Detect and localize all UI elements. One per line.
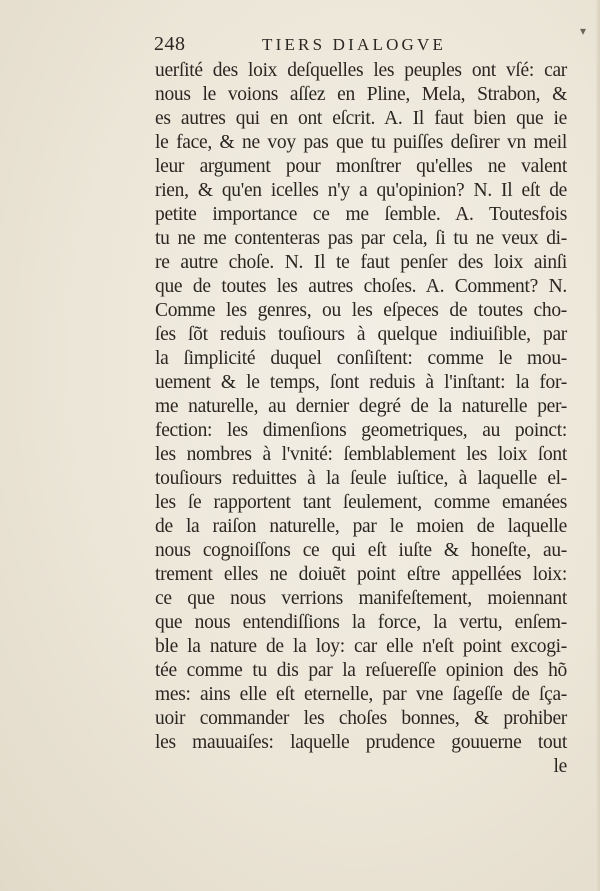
text-line: ſes ſõt reduis touſiours à quelque indiuiſible, par (155, 324, 567, 345)
text-line: ble la nature de la loy: car elle n'eſt point excogi- (155, 636, 567, 657)
text-line: les nombres à l'vnité: ſemblablement les loix ſont (155, 444, 567, 465)
page-edge (596, 0, 600, 891)
text-line: ce que nous verrions manifeſtement, moiennant (155, 588, 567, 609)
running-title: TIERS DIALOGVE (262, 35, 447, 54)
text-line: leur argument pour monſtrer qu'elles ne valent (155, 156, 567, 177)
text-line: tée comme tu dis par la reſuereſſe opinion des hõ (155, 660, 567, 681)
text-line: trement elles ne doiuẽt point eſtre appellées loix: (155, 564, 567, 585)
text-line: de la raiſon naturelle, par le moien de laquelle (155, 516, 567, 537)
text-line: Comme les genres, ou les eſpeces de toutes cho- (155, 300, 567, 321)
catchword: le (553, 756, 567, 777)
text-line: les ſe rapportent tant ſeulement, comme emanées (155, 492, 567, 513)
text-line: que de toutes les autres choſes. A. Comment? N. (155, 276, 567, 297)
text-line: uement & le temps, ſont reduis à l'inſtant: la for- (155, 372, 567, 393)
text-line: le face, & ne voy pas que tu puiſſes deſirer vn meil (155, 132, 567, 153)
text-line: mes: ains elle eſt eternelle, par vne ſageſſe de ſça- (155, 684, 567, 705)
text-line: la ſimplicité duquel conſiſtent: comme le mou- (155, 348, 567, 369)
text-line: fection: les dimenſions geometriques, au poinct: (155, 420, 567, 441)
text-line: uoir commander les choſes bonnes, & prohiber (155, 708, 567, 729)
text-line: les mauuaiſes: laquelle prudence gouuerne tout (155, 732, 567, 753)
page-header (154, 33, 574, 55)
text-line: rien, & qu'en icelles n'y a qu'opinion? N. Il eſt de (155, 180, 567, 201)
corner-mark: ▾ (579, 24, 586, 38)
text-line: nous cognoiſſons ce qui eſt iuſte & honeſte, au- (155, 540, 567, 561)
text-line: touſiours reduittes à la ſeule iuſtice, à laquelle el- (155, 468, 567, 489)
text-line: uerſité des loix deſquelles les peuples ont vſé: car (155, 60, 567, 81)
text-line: me naturelle, au dernier degré de la naturelle per- (155, 396, 567, 417)
text-line: nous le voions aſſez en Pline, Mela, Strabon, & (155, 84, 567, 105)
text-line: es autres qui en ont eſcrit. A. Il faut bien que ie (155, 108, 567, 129)
page-number: 248 (154, 33, 186, 55)
text-line: que nous entendiſſions la force, la vertu, enſem- (155, 612, 567, 633)
text-line: re autre choſe. N. Il te faut penſer des loix ainſi (155, 252, 567, 273)
body-text (155, 59, 567, 779)
text-line: tu ne me contenteras pas par cela, ſi tu ne veux di- (155, 228, 567, 249)
text-line: petite importance ce me ſemble. A. Toutesfois (155, 204, 567, 225)
